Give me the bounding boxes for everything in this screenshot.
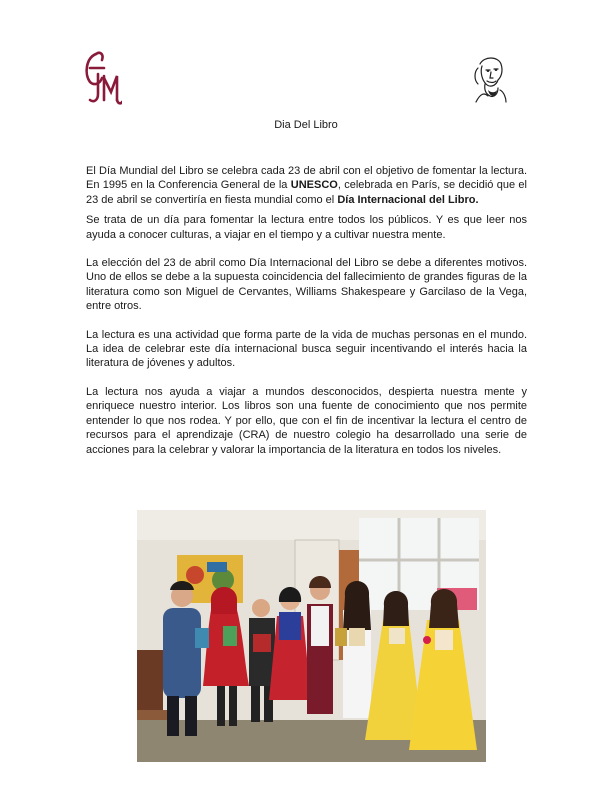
- page-title: Dia Del Libro: [274, 119, 338, 131]
- paragraph-1: [86, 164, 527, 207]
- paragraph-3: La elección del 23 de abril como Día Internacional del Libro se debe a diferentes motivos. Uno de ellos se debe a la supuesta coincidencia del fallecimiento de grandes figuras de la literatura como son Miguel de Cervantes, Williams Shakespeare y Garcilaso de la Vega, entre otros.: [86, 257, 527, 313]
- cervantes-portrait-sketch: [470, 54, 508, 104]
- paragraph-4: La lectura es una actividad que forma parte de la vida de muchas personas en el mundo. La idea de celebrar este día internacional busca seguir incentivando el interés hacia la literatura de jóvenes y adultos.: [86, 328, 527, 370]
- paragraph-5: La lectura nos ayuda a viajar a mundos desconocidos, despierta nuestra mente y enriquece nuestro interior. Los libros son una fuente de conocimiento que nos permite entender lo que nos rodea. Y por ello, que con el fin de incentivar la lectura el centro de recursos para el aprendizaje (CRA) de nuestro colegio ha desarrollado una serie de acciones para la celebrar y valorar la importancia de la literatura en todos los niveles.: [86, 385, 527, 456]
- group-photo-students-costumes: [137, 510, 486, 762]
- gm-monogram-logo: [82, 48, 122, 108]
- bold-segment: UNESCO: [290, 179, 338, 192]
- text-segment: El Día Mundial del Libro se celebra cada 23 de abril con el objetivo de fomentar la lectura. En 1995 en la Conferencia General de la: [86, 165, 527, 192]
- article-body: [86, 164, 527, 471]
- bold-segment: Día Internacional del Libro.: [337, 193, 479, 206]
- text-segment: , celebrada en París, se decidió que el 23 de abril se convertiría en fiesta mundial como el: [86, 179, 527, 206]
- paragraph-2: Se trata de un día para fomentar la lectura entre todos los públicos. Y es que leer nos ayuda a conocer culturas, a viajar en el tiempo y a cultivar nuestra mente.: [86, 214, 527, 241]
